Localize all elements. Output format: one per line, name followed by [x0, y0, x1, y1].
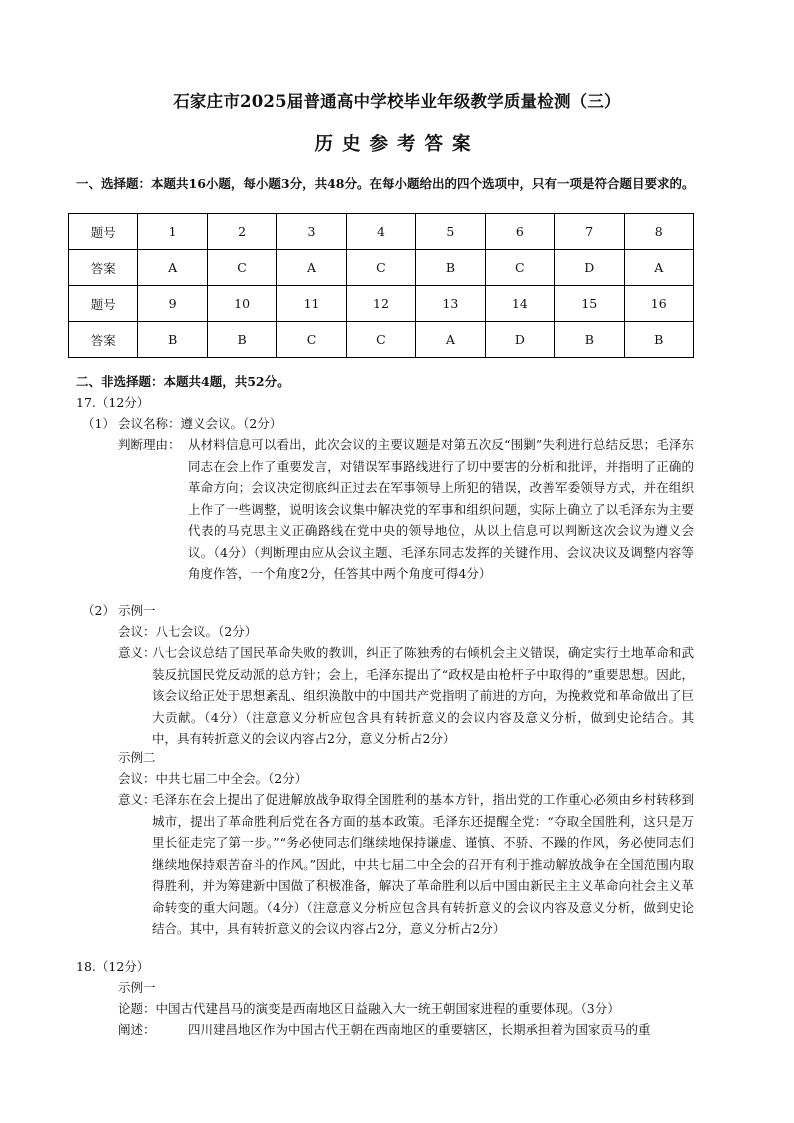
q17-example1-title: 示例一	[118, 603, 156, 618]
answer-table-cell: 1	[138, 214, 207, 250]
answer-table-cell: 14	[485, 286, 554, 322]
q17-example1-sig-label: 意义：	[118, 645, 156, 660]
answer-table-cell: 3	[277, 214, 346, 250]
answer-table-cell: C	[346, 322, 415, 358]
answer-table-cell: C	[485, 250, 554, 286]
answer-table-row	[69, 286, 694, 322]
page-title: 石家庄市2025届普通高中学校毕业年级教学质量检测（三）	[173, 92, 621, 111]
answer-table-row	[69, 322, 694, 358]
row-label: 题号	[69, 286, 138, 322]
answer-table-cell: 9	[138, 286, 207, 322]
q17-example2-meeting: 会议：中共七届二中全会。（2分）	[118, 771, 308, 786]
row-label: 题号	[69, 214, 138, 250]
q17-part2-label: （2）	[82, 603, 115, 618]
answer-table-cell: B	[138, 322, 207, 358]
answer-table-cell: 8	[624, 214, 694, 250]
answer-table-cell: 16	[624, 286, 694, 322]
q17-meeting-name: 会议名称：遵义会议。（2分）	[118, 416, 283, 431]
q18-thesis: 论题：中国古代建昌马的演变是西南地区日益融入大一统王朝国家进程的重要体现。（3分）	[118, 1001, 620, 1016]
answer-table-cell: B	[624, 322, 694, 358]
q17-part1-label: （1）	[82, 416, 115, 431]
answer-table-row	[69, 250, 694, 286]
q17-reason-text: 从材料信息可以看出，此次会议的主要议题是对第五次反“围剿”失利进行总结反思；毛泽东同志在会上作了重要发言，对错误军事路线进行了切中要害的分析和批评，并指明了正确的革命方向；会议决定彻底纠正过去在军事领导上所犯的错误，改善军委领导方式，并在组织上作了一些调整，说明该会议集中解决党的军事和组织问题，实际上确立了以毛泽东为主要代表的马克思主义正确路线在党中央的领导地位，从以上信息可以判断这次会议为遵义会议。（4分）（判断理由应从会议主题、毛泽东同志发挥的关键作用、会议决议及调整内容等角度作答，一个角度2分，任答其中两个角度可得4分）	[188, 437, 694, 581]
q18-number: 18.（12分）	[76, 959, 150, 974]
answer-table-cell: C	[277, 322, 346, 358]
answer-table-cell: B	[416, 250, 485, 286]
answer-table-cell: B	[555, 322, 624, 358]
answer-table-cell: 13	[416, 286, 485, 322]
answer-table-cell: 2	[207, 214, 276, 250]
row-label: 答案	[69, 322, 138, 358]
q18-example1-title: 示例一	[118, 980, 156, 995]
answer-table-cell: 6	[485, 214, 554, 250]
answer-table-cell: A	[624, 250, 694, 286]
q17-example2-significance: 毛泽东在会上提出了促进解放战争取得全国胜利的基本方针，指出党的工作重心必须由乡村转移到城市，提出了革命胜利后党在各方面的基本政策。毛泽东还提醒全党：“夺取全国胜利，这只是万里长征走完了第一步。”“务必使同志们继续地保持谦虚、谨慎、不骄、不躁的作风，务必使同志们继续地保持艰苦奋斗的作风。”因此，中共七届二中全会的召开有利于推动解放战争在全国范围内取得胜利，并为筹建新中国做了积极准备，解决了革命胜利以后中国由新民主主义革命向社会主义革命转变的重大问题。（4分）（注意意义分析应包含具有转折意义的会议内容及意义分析，做到史论结合。其中，具有转折意义的会议内容占2分，意义分析占2分）	[152, 792, 694, 936]
answer-table	[68, 213, 694, 358]
q18-elaboration-text: 四川建昌地区作为中国古代王朝在西南地区的重要辖区，长期承担着为国家贡马的重	[188, 1022, 651, 1037]
section2-heading: 二、非选择题：本题共4题，共52分。	[76, 374, 290, 389]
row-label: 答案	[69, 250, 138, 286]
answer-table-cell: 7	[555, 214, 624, 250]
answer-table-cell: C	[346, 250, 415, 286]
answer-table-cell: A	[277, 250, 346, 286]
q17-number: 17.（12分）	[76, 395, 150, 410]
q17-example2-sig-label: 意义：	[118, 792, 156, 807]
answer-table-cell: B	[207, 322, 276, 358]
answer-table-cell: D	[555, 250, 624, 286]
answer-table-cell: C	[207, 250, 276, 286]
answer-table-cell: D	[485, 322, 554, 358]
q17-example2-title: 示例二	[118, 750, 156, 765]
answer-table-cell: A	[416, 322, 485, 358]
answer-table-cell: 15	[555, 286, 624, 322]
q17-example1-meeting: 会议：八七会议。（2分）	[118, 624, 258, 639]
q17-reason-label: 判断理由：	[118, 437, 181, 452]
answer-table-cell: 11	[277, 286, 346, 322]
answer-table-cell: 12	[346, 286, 415, 322]
answer-table-row	[69, 214, 694, 250]
answer-table-cell: 4	[346, 214, 415, 250]
q17-example1-significance: 八七会议总结了国民革命失败的教训，纠正了陈独秀的右倾机会主义错误，确定实行土地革命和武装反抗国民党反动派的总方针；会上，毛泽东提出了“政权是由枪杆子中取得的”重要思想。因此，该会议给正处于思想紊乱、组织涣散中的中国共产党指明了前进的方向，为挽救党和革命做出了巨大贡献。（4分）（注意意义分析应包含具有转折意义的会议内容及意义分析，做到史论结合。其中，具有转折意义的会议内容占2分，意义分析占2分）	[152, 645, 694, 746]
answer-table-cell: A	[138, 250, 207, 286]
answer-table-cell: 10	[207, 286, 276, 322]
answer-table-cell: 5	[416, 214, 485, 250]
page-subtitle: 历史参考答案	[314, 134, 480, 155]
section1-heading: 一、选择题：本题共16小题，每小题3分，共48分。在每小题给出的四个选项中，只有一项是符合题目要求的。	[76, 176, 695, 191]
q18-elaboration-label: 阐述：	[118, 1022, 156, 1037]
